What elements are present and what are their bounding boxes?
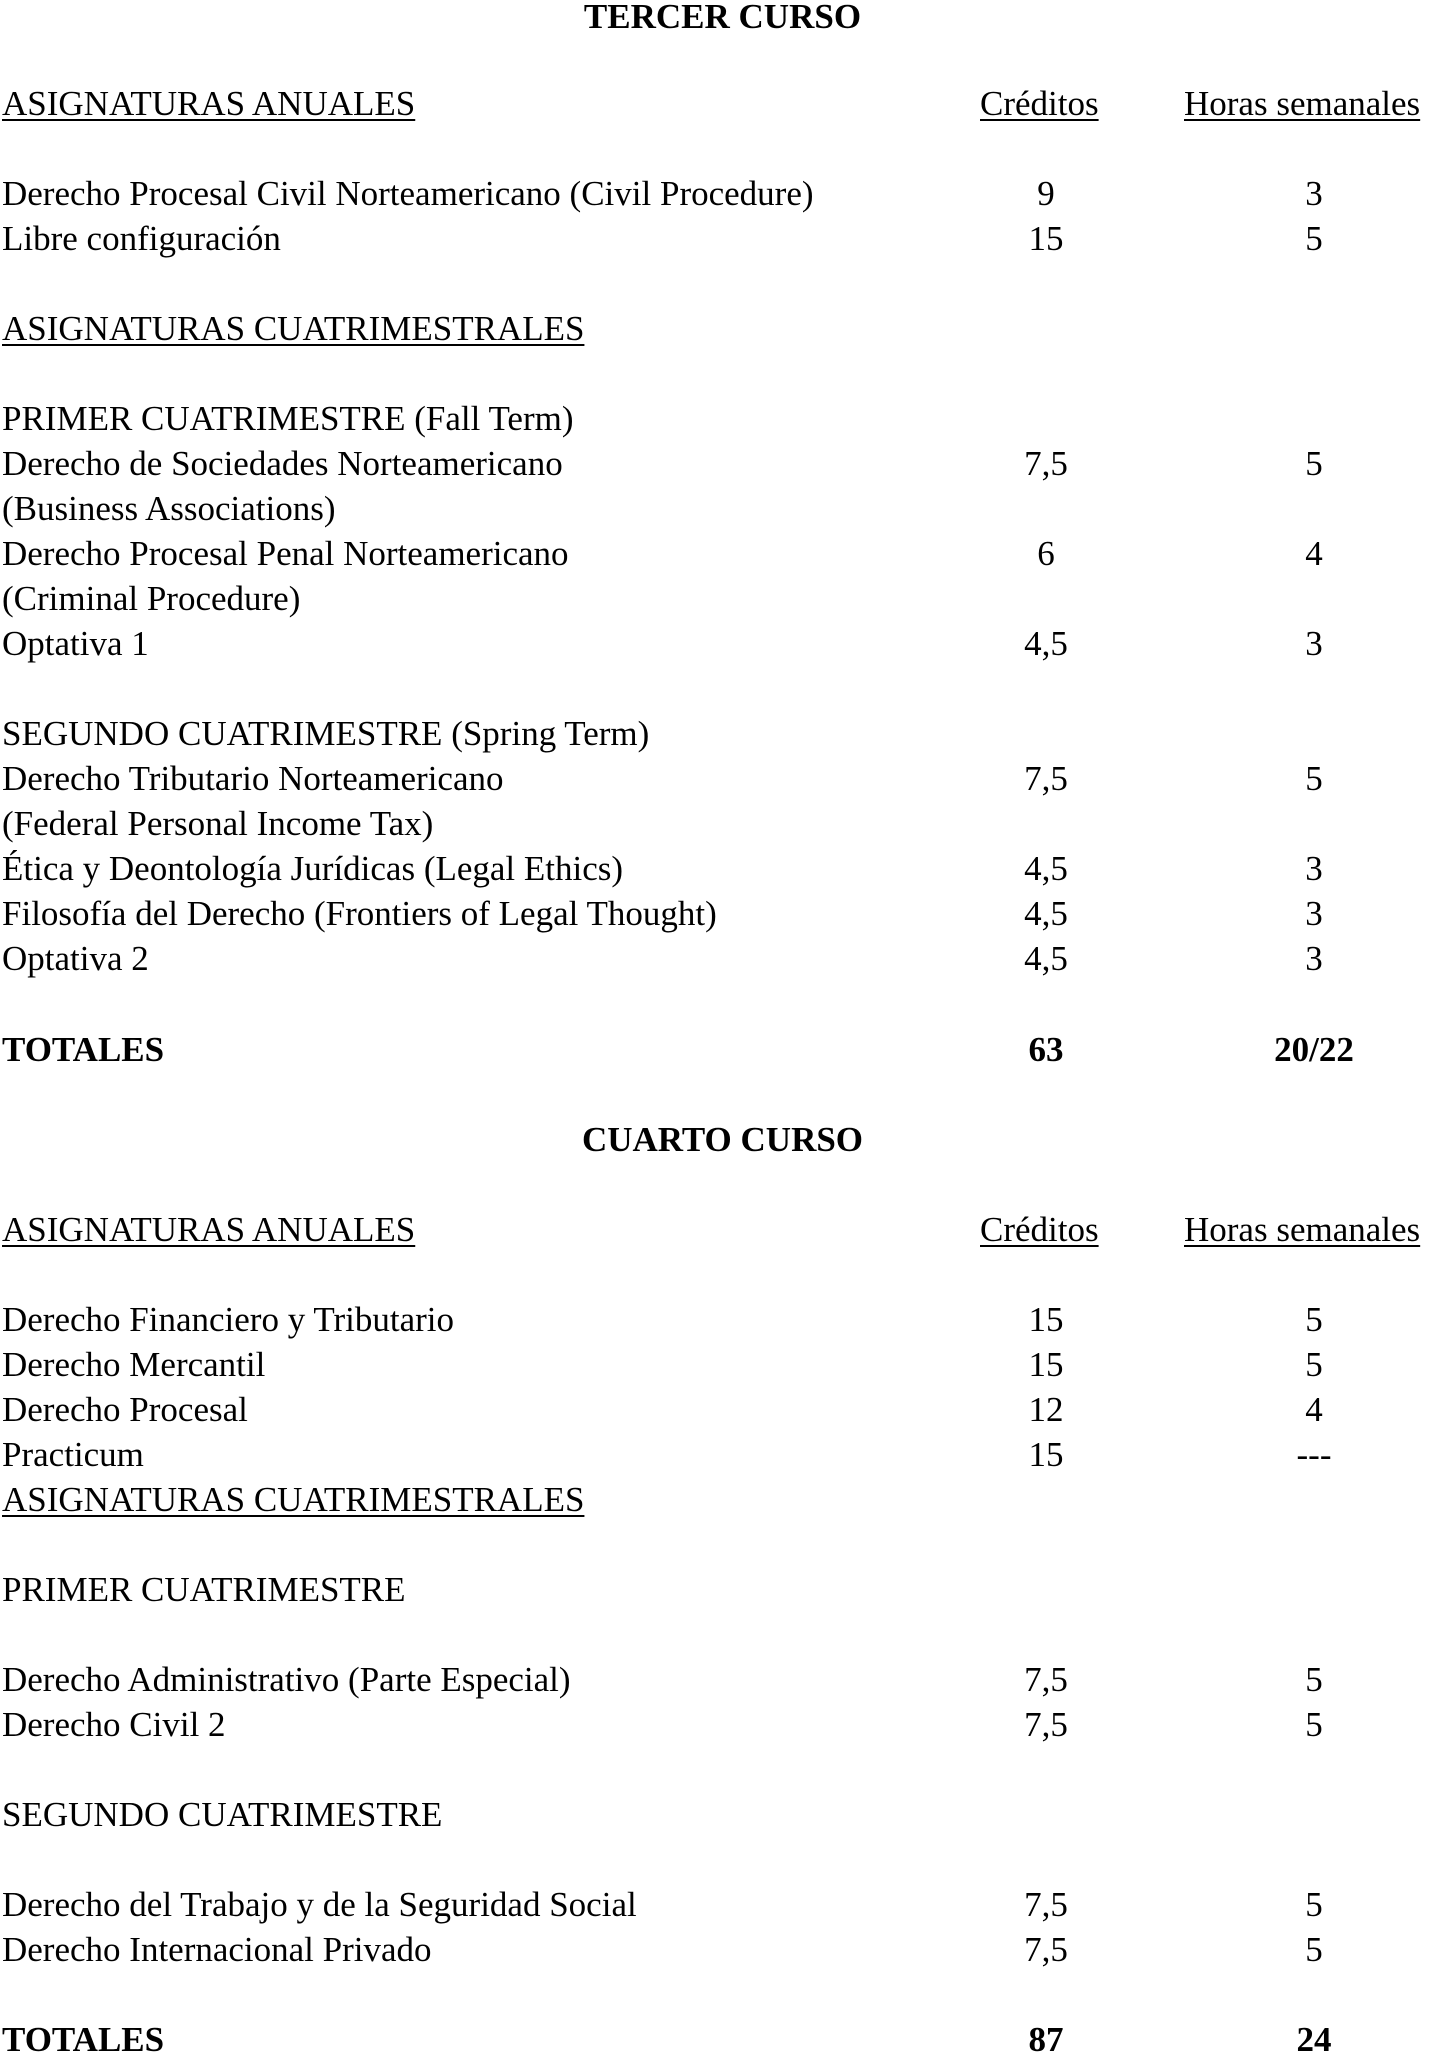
subject-horas: 3: [1305, 894, 1323, 933]
cuatri-header: ASIGNATURAS CUATRIMESTRALES: [2, 309, 585, 348]
subject-creditos: 7,5: [1024, 759, 1068, 798]
subject-horas: 5: [1305, 219, 1323, 258]
col-horas-header: Horas semanales: [1184, 84, 1421, 123]
segundo-cuatrimestre-label: SEGUNDO CUATRIMESTRE: [2, 1795, 443, 1834]
subject-creditos: 7,5: [1024, 1660, 1068, 1699]
subject-name: Ética y Deontología Jurídicas (Legal Ethics): [2, 849, 624, 888]
primer-cuatrimestre-label: PRIMER CUATRIMESTRE: [2, 1570, 406, 1609]
totales-row: [2, 1027, 1442, 1073]
totales-row: [2, 2017, 1442, 2063]
subject-name: Derecho Mercantil: [2, 1345, 266, 1384]
subject-creditos: 15: [1028, 1435, 1064, 1474]
subject-name: Derecho de Sociedades Norteamericano: [2, 444, 563, 483]
subject-row: [2, 531, 1442, 577]
col-creditos-header: Créditos: [980, 84, 1099, 123]
subject-creditos: 12: [1028, 1390, 1064, 1429]
subject-horas: 4: [1305, 534, 1323, 573]
primer-cuatrimestre-label: PRIMER CUATRIMESTRE (Fall Term): [2, 399, 574, 438]
subject-creditos: 7,5: [1024, 444, 1068, 483]
subject-name: Optativa 2: [2, 939, 149, 978]
subject-horas: 3: [1305, 849, 1323, 888]
subject-row: [2, 1927, 1442, 1973]
subject-creditos: 4,5: [1024, 894, 1068, 933]
subject-name: Derecho Administrativo (Parte Especial): [2, 1660, 571, 1699]
anual-header: ASIGNATURAS ANUALES: [2, 84, 416, 123]
subject-creditos: 9: [1037, 174, 1055, 213]
subject-horas: 5: [1305, 1345, 1323, 1384]
subject-name: Optativa 1: [2, 624, 149, 663]
subject-row: [2, 801, 1442, 847]
section-title: TERCER CURSO: [583, 0, 862, 36]
subject-row: [2, 1432, 1442, 1478]
subject-horas: 5: [1305, 444, 1323, 483]
col-creditos-header: Créditos: [980, 1210, 1099, 1249]
subject-row: [2, 486, 1442, 532]
subject-row: [2, 936, 1442, 982]
subject-name: Derecho Procesal Civil Norteamericano (Civil Procedure): [2, 174, 814, 213]
totales-creditos: 87: [1028, 2020, 1064, 2059]
subject-horas: 5: [1305, 1705, 1323, 1744]
subject-horas: 5: [1305, 1930, 1323, 1969]
subject-horas: 5: [1305, 1300, 1323, 1339]
subject-row: [2, 576, 1442, 622]
subject-creditos: 4,5: [1024, 849, 1068, 888]
subject-name: Filosofía del Derecho (Frontiers of Legal Thought): [2, 894, 717, 933]
subject-creditos: 15: [1028, 219, 1064, 258]
primer-label-row: [2, 396, 1442, 442]
anual-header: ASIGNATURAS ANUALES: [2, 1210, 416, 1249]
subject-row: [2, 756, 1442, 802]
segundo-cuatrimestre-label: SEGUNDO CUATRIMESTRE (Spring Term): [2, 714, 650, 753]
subject-row: [2, 1702, 1442, 1748]
totales-horas: 24: [1296, 2020, 1332, 2059]
subject-row: [2, 846, 1442, 892]
subject-row: [2, 441, 1442, 487]
subject-name: Derecho Civil 2: [2, 1705, 226, 1744]
subject-row: [2, 1297, 1442, 1343]
subject-name: (Business Associations): [2, 489, 336, 528]
subject-horas: 3: [1305, 174, 1323, 213]
subject-horas: 5: [1305, 1660, 1323, 1699]
cuatri-header: ASIGNATURAS CUATRIMESTRALES: [2, 1480, 585, 1519]
primer-label-row: [2, 1567, 1442, 1613]
subject-name: Libre configuración: [2, 219, 281, 258]
cuatri-header-row: [2, 1477, 1442, 1523]
subject-row: [2, 891, 1442, 937]
subject-creditos: 7,5: [1024, 1930, 1068, 1969]
subject-row: [2, 171, 1442, 217]
subject-name: Practicum: [2, 1435, 144, 1474]
section-title: CUARTO CURSO: [581, 1120, 864, 1159]
subject-creditos: 7,5: [1024, 1705, 1068, 1744]
anual-header-row: [2, 1207, 1442, 1253]
subject-name: Derecho del Trabajo y de la Seguridad Social: [2, 1885, 637, 1924]
segundo-label-row: [2, 1792, 1442, 1838]
subject-row: [2, 1882, 1442, 1928]
subject-name: (Criminal Procedure): [2, 579, 301, 618]
subject-row: [2, 1342, 1442, 1388]
col-horas-header: Horas semanales: [1184, 1210, 1421, 1249]
subject-name: Derecho Procesal: [2, 1390, 248, 1429]
subject-name: Derecho Internacional Privado: [2, 1930, 432, 1969]
subject-row: [2, 1387, 1442, 1433]
subject-row: [2, 621, 1442, 667]
subject-name: (Federal Personal Income Tax): [2, 804, 434, 843]
totales-creditos: 63: [1028, 1030, 1064, 1069]
subject-name: Derecho Financiero y Tributario: [2, 1300, 454, 1339]
totales-label: TOTALES: [2, 2020, 165, 2059]
segundo-label-row: [2, 711, 1442, 757]
subject-horas: 3: [1305, 939, 1323, 978]
subject-horas: 3: [1305, 624, 1323, 663]
subject-horas: ---: [1296, 1435, 1332, 1474]
totales-horas: 20/22: [1274, 1030, 1354, 1069]
subject-row: [2, 216, 1442, 262]
subject-row: [2, 1657, 1442, 1703]
subject-horas: 5: [1305, 1885, 1323, 1924]
totales-label: TOTALES: [2, 1030, 165, 1069]
anual-header-row: [2, 81, 1442, 127]
subject-horas: 5: [1305, 759, 1323, 798]
subject-creditos: 15: [1028, 1300, 1064, 1339]
subject-creditos: 7,5: [1024, 1885, 1068, 1924]
subject-horas: 4: [1305, 1390, 1323, 1429]
subject-creditos: 15: [1028, 1345, 1064, 1384]
subject-creditos: 4,5: [1024, 624, 1068, 663]
cuatri-header-row: [2, 306, 1442, 352]
subject-creditos: 6: [1037, 534, 1055, 573]
subject-name: Derecho Procesal Penal Norteamericano: [2, 534, 569, 573]
subject-name: Derecho Tributario Norteamericano: [2, 759, 504, 798]
subject-creditos: 4,5: [1024, 939, 1068, 978]
